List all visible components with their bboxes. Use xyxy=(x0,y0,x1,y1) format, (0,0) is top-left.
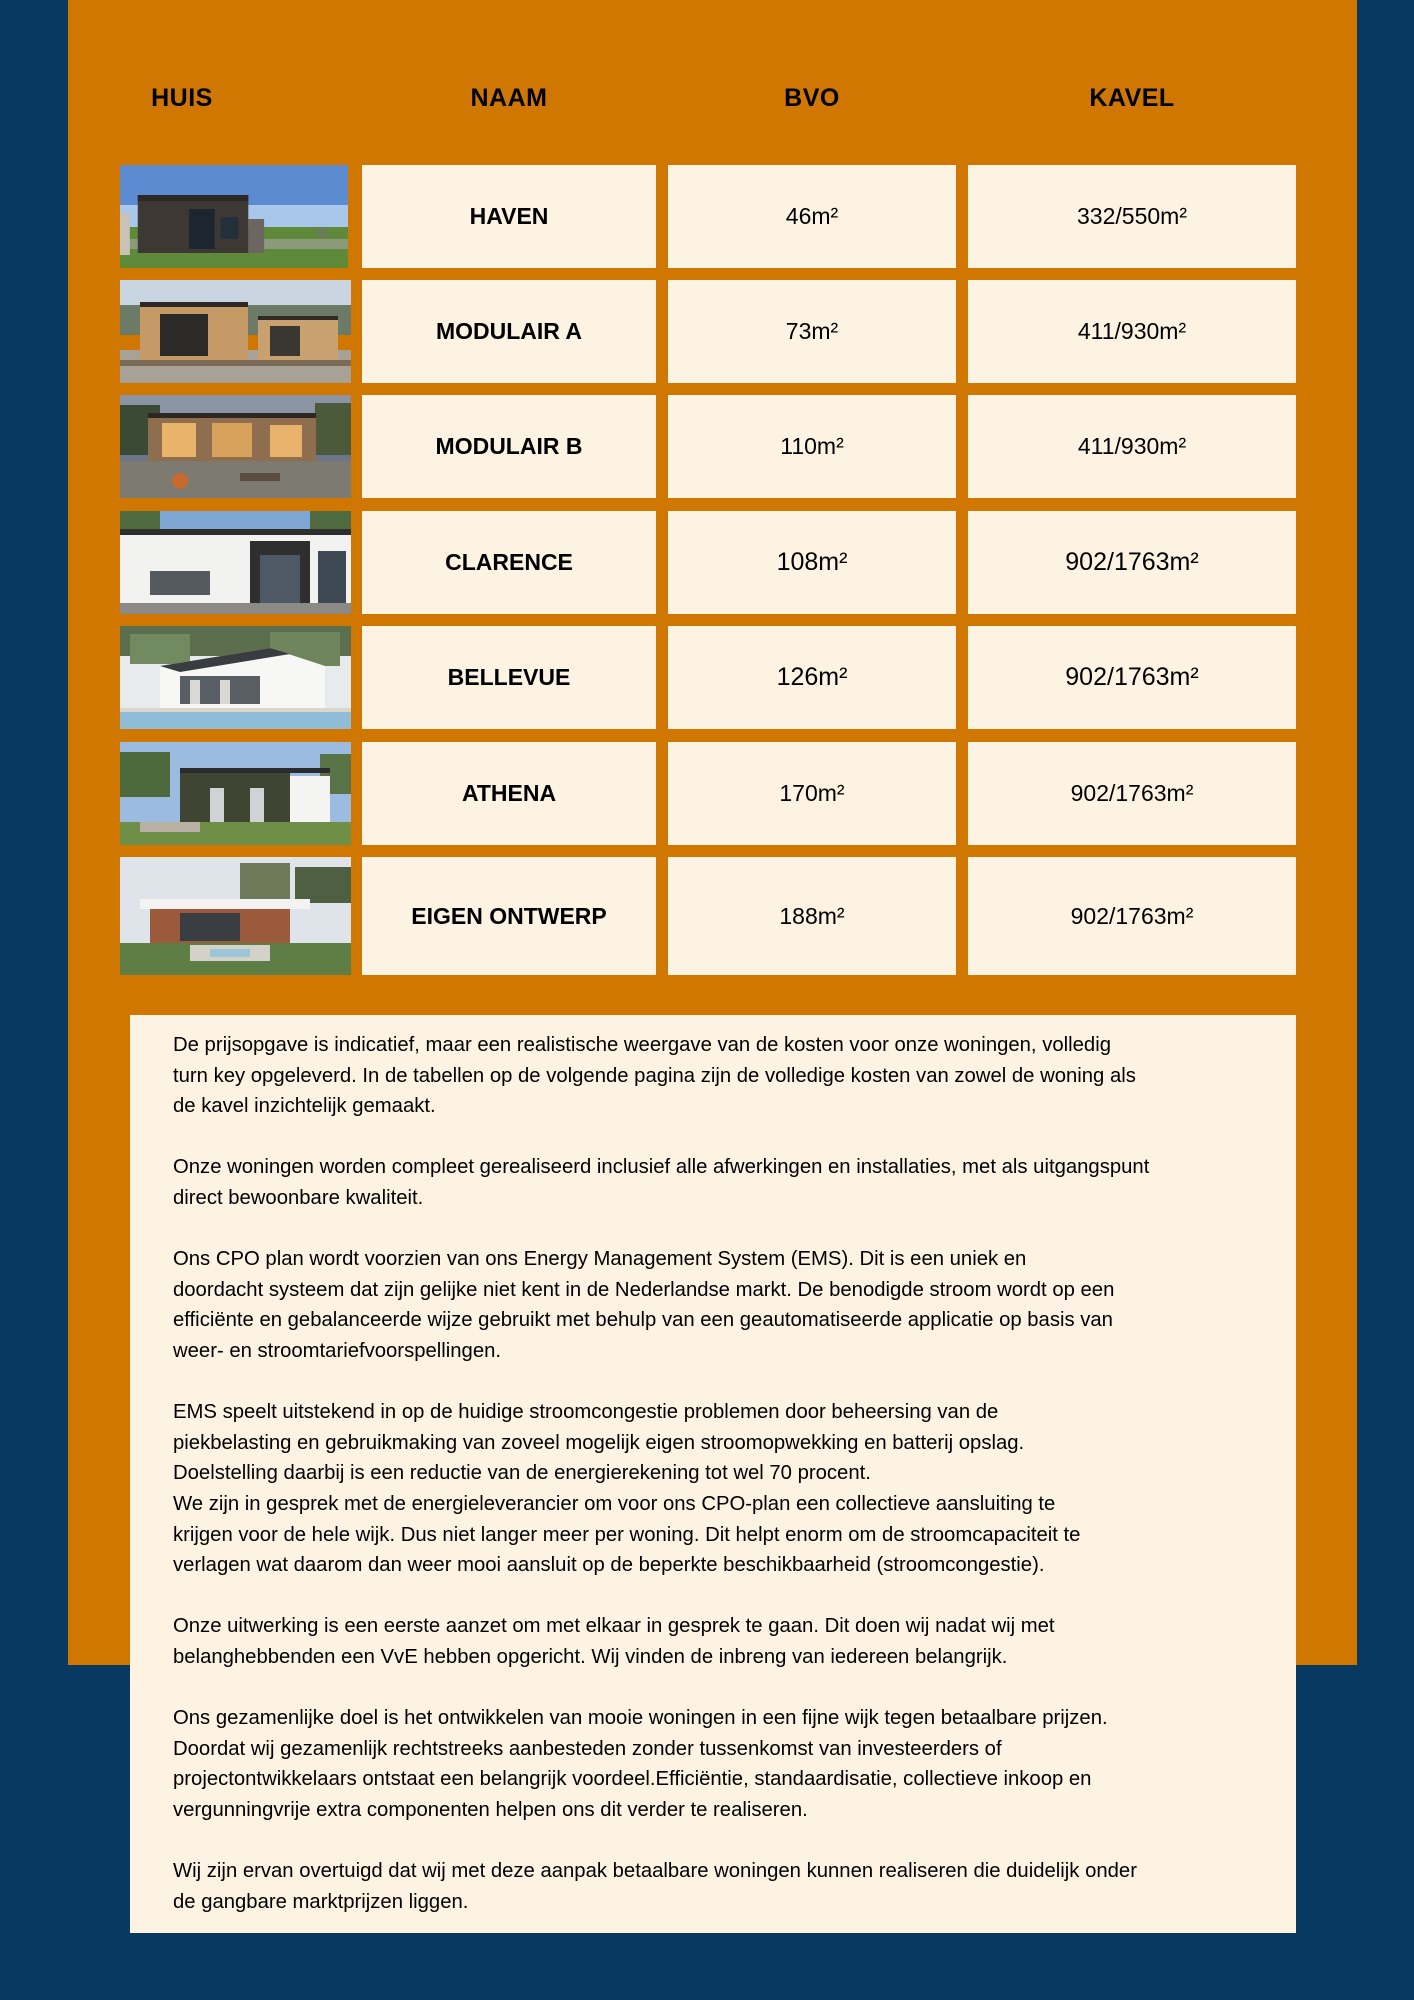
bvo-cell: 126m² xyxy=(668,626,956,729)
paragraph-doel: Ons gezamenlijke doel is het ontwikkelen van mooie woningen in een fijne wijk tegen betaalbare prijzen. Doordat wij gezamenlijk rechtstreeks aanbesteden zonder tussenkomst van investeerders of projectontwikkelaars ontstaat een belangrijk voordeel.Efficiëntie, standaardisatie, collectieve inkoop en vergunningvrije extra componenten helpen ons dit verder te realiseren. xyxy=(173,1707,1108,1821)
house-modulair-a-photo xyxy=(120,280,351,383)
table-row-modulair-b xyxy=(0,395,1414,498)
table-row-athena xyxy=(0,742,1414,845)
paragraph-ems-congestie: EMS speelt uitstekend in op de huidige stroomcongestie problemen door beheersing van de piekbelasting en gebruikmaking van zoveel mogelijk eigen stroomopwekking en batterij opslag. Doelstelling daarbij is een reductie van de energierekening tot wel 70 procent. We zijn in gesprek met de energieleverancier om voor ons CPO-plan een collectieve aansluiting te krijgen voor de hele wijk. Dus niet langer meer per woning. Dit helpt enorm om de stroomcapaciteit te verlagen wat daarom dan weer mooi aansluit op de beperkte beschikbaarheid (stroomcongestie). xyxy=(173,1401,1081,1577)
naam-cell: HAVEN xyxy=(362,165,656,268)
paragraph-woningen: Onze woningen worden compleet gerealiseerd inclusief alle afwerkingen en installaties, met als uitgangspunt direct bewoonbare kwaliteit. xyxy=(173,1156,1150,1209)
kavel-cell: 332/550m² xyxy=(968,165,1296,268)
description-text-box xyxy=(130,1015,1296,1933)
bvo-cell: 108m² xyxy=(668,511,956,614)
bvo-cell: 188m² xyxy=(668,857,956,975)
kavel-cell: 902/1763m² xyxy=(968,511,1296,614)
table-row-modulair-a xyxy=(0,280,1414,383)
house-clarence-photo xyxy=(120,511,351,614)
kavel-cell: 411/930m² xyxy=(968,280,1296,383)
naam-cell: ATHENA xyxy=(362,742,656,845)
bvo-cell: 73m² xyxy=(668,280,956,383)
bvo-cell: 46m² xyxy=(668,165,956,268)
header-bvo: BVO xyxy=(784,84,840,112)
paragraph-ems-intro: Ons CPO plan wordt voorzien van ons Energy Management System (EMS). Dit is een uniek en doordacht systeem dat zijn gelijke niet kent in de Nederlandse markt. De benodigde stroom wordt op een efficiënte en gebalanceerde wijze gebruikt met behulp van een geautomatiseerde applicatie op basis van weer- en stroomtariefvoorspellingen. xyxy=(173,1248,1115,1362)
paragraph-uitwerking: Onze uitwerking is een eerste aanzet om met elkaar in gesprek te gaan. Dit doen wij nadat wij met belanghebbenden een VvE hebben opgericht. Wij vinden de inbreng van iedereen belangrijk. xyxy=(173,1615,1055,1668)
house-bellevue-photo xyxy=(120,626,351,729)
table-row-bellevue xyxy=(0,626,1414,729)
house-modulair-b-photo xyxy=(120,395,351,498)
naam-cell: BELLEVUE xyxy=(362,626,656,729)
header-naam: NAAM xyxy=(470,84,548,112)
naam-cell: MODULAIR B xyxy=(362,395,656,498)
house-eigen-ontwerp-photo xyxy=(120,857,351,975)
naam-cell: EIGEN ONTWERP xyxy=(362,857,656,975)
kavel-cell: 411/930m² xyxy=(968,395,1296,498)
paragraph-conclusie: Wij zijn ervan overtuigd dat wij met deze aanpak betaalbare woningen kunnen realiseren die duidelijk onder de gangbare marktprijzen liggen. xyxy=(173,1860,1137,1913)
kavel-cell: 902/1763m² xyxy=(968,742,1296,845)
bvo-cell: 170m² xyxy=(668,742,956,845)
paragraph-prijsopgave: De prijsopgave is indicatief, maar een realistische weergave van de kosten voor onze woningen, volledig turn key opgeleverd. In de tabellen op de volgende pagina zijn de volledige kosten van zowel de woning als de kavel inzichtelijk gemaakt. xyxy=(173,1034,1136,1118)
kavel-cell: 902/1763m² xyxy=(968,626,1296,729)
header-kavel: KAVEL xyxy=(1089,84,1175,112)
house-athena-photo xyxy=(120,742,351,845)
house-haven-photo xyxy=(120,165,348,268)
table-row-haven xyxy=(0,165,1414,268)
table-row-eigen-ontwerp xyxy=(0,857,1414,975)
naam-cell: CLARENCE xyxy=(362,511,656,614)
header-huis: HUIS xyxy=(151,84,213,112)
table-row-clarence xyxy=(0,511,1414,614)
bvo-cell: 110m² xyxy=(668,395,956,498)
naam-cell: MODULAIR A xyxy=(362,280,656,383)
kavel-cell: 902/1763m² xyxy=(968,857,1296,975)
